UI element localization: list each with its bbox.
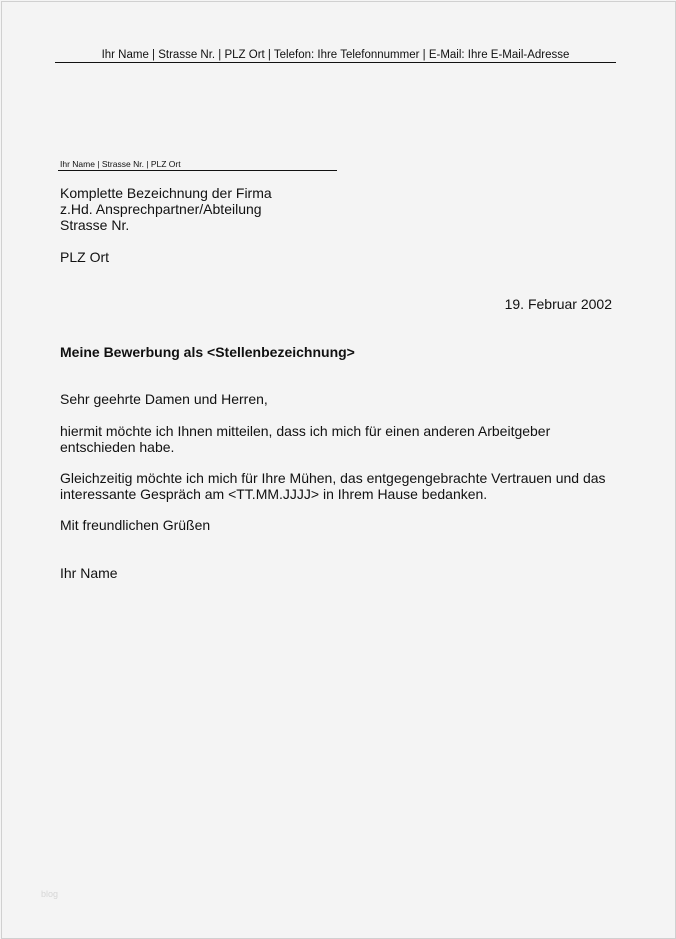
paragraph-1-line-2: entschieden habe. — [60, 439, 175, 455]
signature-name: Ihr Name — [60, 565, 118, 581]
recipient-company: Komplette Bezeichnung der Firma — [60, 185, 272, 201]
letterhead: Ihr Name | Strasse Nr. | PLZ Ort | Telefon: Ihre Telefonnummer | E-Mail: Ihre E-Mail-Adresse — [55, 49, 616, 63]
salutation: Sehr geehrte Damen und Herren, — [60, 391, 268, 407]
return-address: Ihr Name | Strasse Nr. | PLZ Ort — [58, 159, 337, 171]
closing: Mit freundlichen Grüßen — [60, 517, 211, 533]
recipient-attention: z.Hd. Ansprechpartner/Abteilung — [60, 201, 262, 217]
paragraph-1-line-1: hiermit möchte ich Ihnen mitteilen, dass ich mich für einen anderen Arbeitgeber — [60, 423, 551, 439]
recipient-street: Strasse Nr. — [60, 217, 130, 233]
subject-line: Meine Bewerbung als <Stellenbezeichnung> — [60, 344, 355, 360]
letter-page — [1, 1, 676, 939]
watermark: blog — [41, 889, 59, 899]
letter-date: 19. Februar 2002 — [504, 296, 612, 312]
paragraph-2-line-2: interessante Gespräch am <TT.MM.JJJJ> in Ihrem Hause bedanken. — [60, 486, 488, 502]
recipient-city: PLZ Ort — [60, 249, 110, 265]
paragraph-2-line-1: Gleichzeitig möchte ich mich für Ihre Mühen, das entgegengebrachte Vertrauen und das — [60, 470, 606, 486]
